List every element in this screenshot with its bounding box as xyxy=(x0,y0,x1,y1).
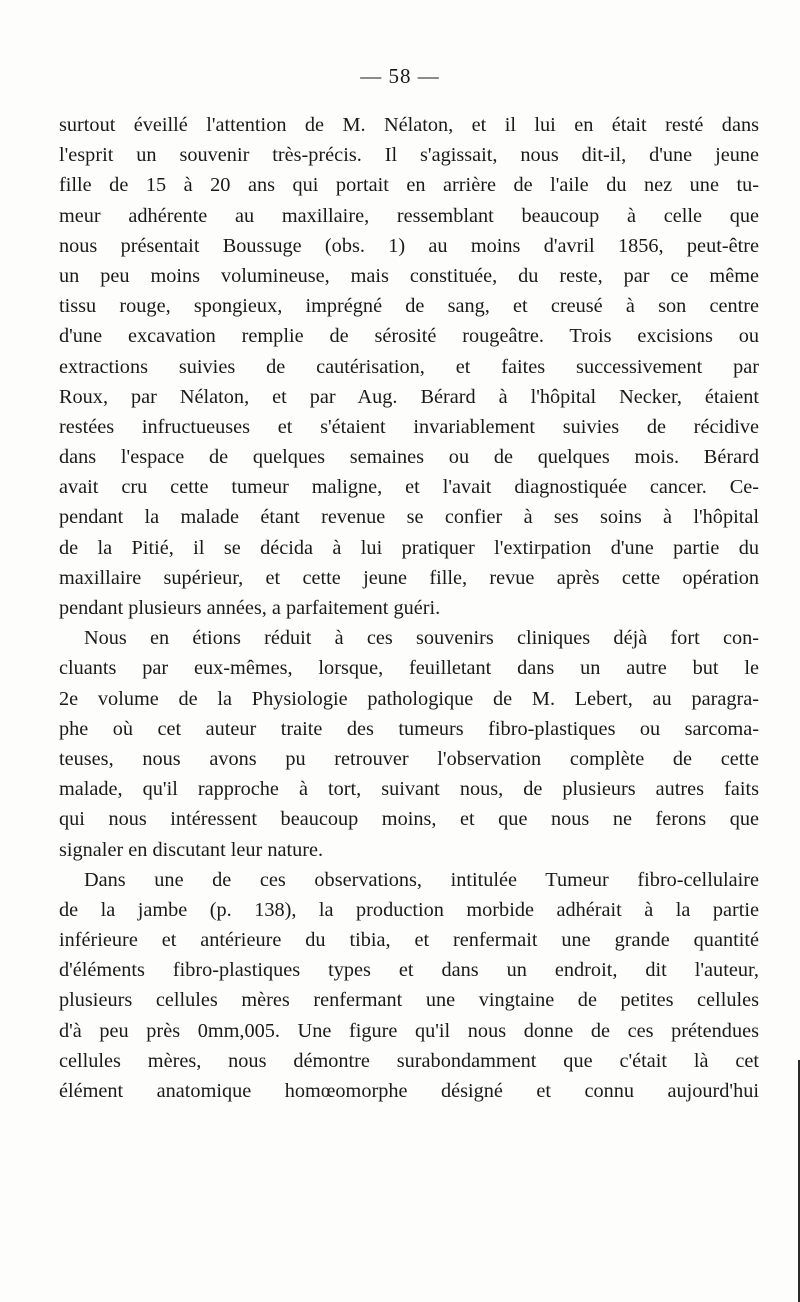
text-line: de la Pitié, il se décida à lui pratiquer l'extirpation d'une partie du xyxy=(59,536,759,559)
body-text xyxy=(59,110,759,1106)
text-line: dans l'espace de quelques semaines ou de quelques mois. Bérard xyxy=(59,446,759,469)
text-line: maxillaire supérieur, et cette jeune fille, revue après cette opération xyxy=(59,566,759,589)
text-line: cellules mères, nous démontre surabondamment que c'était là cet xyxy=(59,1049,759,1072)
text-line: qui nous intéressent beaucoup moins, et que nous ne ferons que xyxy=(59,808,759,831)
text-line: Nous en étions réduit à ces souvenirs cliniques déjà fort con- xyxy=(84,627,759,650)
text-line: cluants par eux-mêmes, lorsque, feuilletant dans un autre but le xyxy=(59,657,759,680)
text-line: signaler en discutant leur nature. xyxy=(59,838,324,861)
text-line: fille de 15 à 20 ans qui portait en arrière de l'aile du nez une tu- xyxy=(59,174,759,197)
page-number: — 58 — xyxy=(360,64,440,88)
text-line: 2e volume de la Physiologie pathologique de M. Lebert, au paragra- xyxy=(59,687,759,710)
text-line: un peu moins volumineuse, mais constituée, du reste, par ce même xyxy=(59,264,759,287)
text-line: d'éléments fibro-plastiques types et dans un endroit, dit l'auteur, xyxy=(59,959,759,982)
text-line: Dans une de ces observations, intitulée Tumeur fibro-cellulaire xyxy=(84,868,759,891)
text-line: meur adhérente au maxillaire, ressemblant beaucoup à celle que xyxy=(59,204,759,227)
text-line: pendant plusieurs années, a parfaitement guéri. xyxy=(59,597,441,619)
text-line: tissu rouge, spongieux, imprégné de sang, et creusé à son centre xyxy=(59,295,759,318)
text-line: d'une excavation remplie de sérosité rougeâtre. Trois excisions ou xyxy=(59,325,759,348)
text-line: malade, qu'il rapproche à tort, suivant nous, de plusieurs autres faits xyxy=(59,778,759,801)
text-line: phe où cet auteur traite des tumeurs fibro-plastiques ou sarcoma- xyxy=(59,717,759,740)
text-line: inférieure et antérieure du tibia, et renfermait une grande quantité xyxy=(59,929,759,952)
text-line: de la jambe (p. 138), la production morbide adhérait à la partie xyxy=(59,898,759,921)
text-line: plusieurs cellules mères renfermant une vingtaine de petites cellules xyxy=(59,989,759,1012)
text-line: extractions suivies de cautérisation, et faites successivement par xyxy=(59,355,759,378)
text-line: Roux, par Nélaton, et par Aug. Bérard à l'hôpital Necker, étaient xyxy=(59,385,759,408)
text-line: avait cru cette tumeur maligne, et l'avait diagnostiquée cancer. Ce- xyxy=(59,476,759,499)
text-line: pendant la malade étant revenue se confier à ses soins à l'hôpital xyxy=(59,506,759,529)
text-line: surtout éveillé l'attention de M. Nélaton, et il lui en était resté dans xyxy=(59,114,759,136)
text-line: restées infructueuses et s'étaient invariablement suivies de récidive xyxy=(59,415,759,438)
text-line: l'esprit un souvenir très-précis. Il s'agissait, nous dit-il, d'une jeune xyxy=(59,144,759,167)
text-line: d'à peu près 0mm,005. Une figure qu'il nous donne de ces prétendues xyxy=(59,1019,759,1042)
text-line: élément anatomique homœomorphe désigné et connu aujourd'hui xyxy=(59,1080,759,1102)
text-line: teuses, nous avons pu retrouver l'observation complète de cette xyxy=(59,747,759,770)
text-line: nous présentait Boussuge (obs. 1) au moins d'avril 1856, peut-être xyxy=(59,234,759,257)
